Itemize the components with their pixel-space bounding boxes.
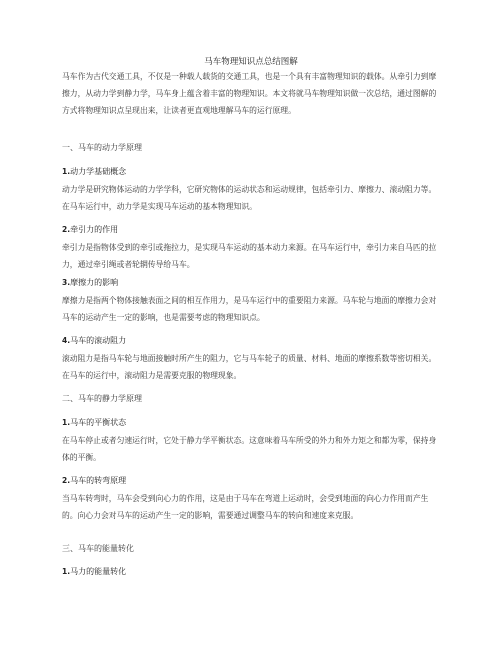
subheading-equilibrium [62, 417, 126, 429]
subheading-title: 马力的能量转化 [70, 567, 127, 576]
subheading-title: 马车的平衡状态 [70, 418, 127, 427]
section-heading-dynamics: 一、马车的动力学原理 [62, 143, 142, 152]
subheading-number: 1. [62, 567, 71, 576]
intro-paragraph: 马车作为古代交通工具，不仅是一种载人载货的交通工具，也是一个具有丰富物理知识的载体。从牵引力到摩擦力，从动力学到静力学，马车身上蕴含着丰富的物理知识。本文将就马车物理知识做一次总结，通过图解的方式将物理知识点呈现出来，让读者更直观地理解马车的运行原理。 [62, 72, 437, 115]
subheading-horsepower-energy [62, 566, 126, 578]
subheading-number: 1. [62, 167, 71, 176]
subheading-title: 动力学基础概念 [70, 167, 127, 176]
subheading-turning [62, 475, 126, 487]
subheading-friction [62, 277, 118, 289]
paragraph-traction: 牵引力是指物体受到的牵引或拖拉力，是实现马车运动的基本动力来源。在马车运行中，牵引力来自马匹的拉力，通过牵引绳或者轮辋传导给马车。 [62, 243, 437, 269]
paragraph-friction: 摩擦力是指两个物体接触表面之间的相互作用力，是马车运行中的重要阻力来源。马车轮与地面的摩擦力会对马车的运动产生一定的影响，也是需要考虑的物理知识点。 [62, 296, 437, 322]
section-heading-statics: 二、马车的静力学原理 [62, 394, 142, 403]
subheading-dynamics-basics [62, 166, 126, 178]
paragraph-dynamics-basics: 动力学是研究物体运动的力学学科，它研究物体的运动状态和运动规律，包括牵引力、摩擦力、滚动阻力等。在马车运行中，动力学是实现马车运动的基本物理知识。 [62, 185, 437, 211]
subheading-number: 1. [62, 418, 71, 427]
subheading-title: 马车的转弯原理 [70, 476, 127, 485]
section-heading-energy: 三、马车的能量转化 [62, 544, 134, 553]
paragraph-rolling-resistance: 滚动阻力是指马车轮与地面接触时所产生的阻力，它与马车轮子的质量、材料、地面的摩擦系数等密切相关。在马车的运行中，滚动阻力是需要克服的物理现象。 [62, 354, 437, 380]
subheading-title: 马车的滚动阻力 [70, 336, 127, 345]
document-title: 马车物理知识点总结图解 [204, 57, 298, 67]
paragraph-equilibrium: 在马车停止或者匀速运行时，它处于静力学平衡状态。这意味着马车所受的外力和外力矩之和都为零，保持身体的平衡。 [62, 436, 437, 462]
subheading-rolling-resistance [62, 335, 126, 347]
subheading-number: 4. [62, 336, 71, 345]
subheading-number: 2. [62, 225, 71, 234]
subheading-traction [62, 224, 118, 236]
paragraph-turning: 当马车转弯时，马车会受到向心力的作用，这是由于马车在弯道上运动时，会受到地面的向心力作用而产生的。向心力会对马车的运动产生一定的影响，需要通过调整马车的转向和速度来克服。 [62, 494, 429, 520]
subheading-number: 3. [62, 278, 71, 287]
subheading-number: 2. [62, 476, 71, 485]
subheading-title: 牵引力的作用 [70, 225, 119, 234]
subheading-title: 摩擦力的影响 [70, 278, 119, 287]
